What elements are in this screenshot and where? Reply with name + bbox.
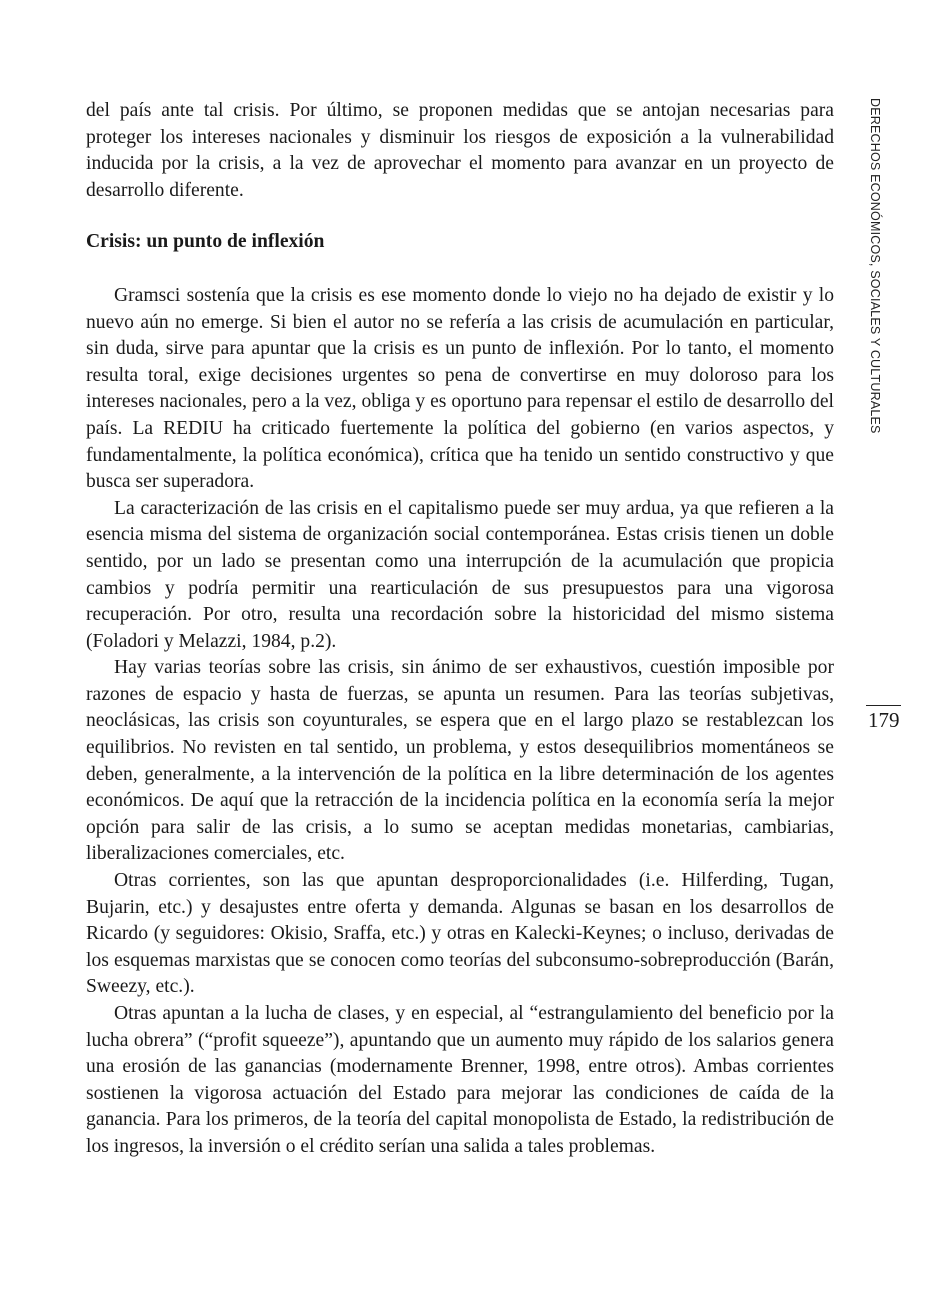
section-heading: Crisis: un punto de inflexión — [86, 231, 325, 253]
paragraph-continuation: del país ante tal crisis. Por último, se proponen medidas que se antojan necesarias para proteger los intereses nacionales y disminuir los riesgos de exposición a la vulnerabilidad inducida por la crisis, a la vez de aprovechar el momento para avanzar en un proyecto de desarrollo diferente. — [86, 100, 834, 201]
folio-rule — [866, 705, 901, 706]
paragraph-gramsci: Gramsci sostenía que la crisis es ese momento donde lo viejo no ha dejado de existir y lo nuevo aún no emerge. Si bien el autor no se refería a las crisis de acumulación en particular, sin duda, sirve para apuntar que la crisis es un punto de inflexión. Por lo tanto, el momento resulta toral, exige decisiones urgentes so pena de convertirse en muy doloroso para los intereses nacionales, pero a la vez, obliga y es oportuno para repensar el estilo de desarrollo del país. La REDIU ha criticado fuertemente la política del gobierno (en varios aspectos, y fundamentalmente, la política económica), crítica que ha tenido un sentido constructivo y que busca ser superadora. — [86, 284, 834, 493]
main-text-block — [86, 98, 834, 1161]
paragraph-teorias: Hay varias teorías sobre las crisis, sin ánimo de ser exhaustivos, cuestión imposible por razones de espacio y hasta de fuerzas, se apunta un resumen. Para las teorías subjetivas, neoclásicas, las crisis son coyunturales, se espera que en el largo plazo se restablezcan los equilibrios. No revisten en tal sentido, un problema, y estos desequilibrios momentáneos se deben, generalmente, a la intervención de la política en la libre determinación de los agentes económicos. De aquí que la retracción de la incidencia política en la economía sería la mejor opción para salir de las crisis, a lo sumo se aceptan medidas monetarias, cambiarias, liberalizaciones comerciales, etc. — [86, 657, 834, 865]
running-head — [864, 98, 886, 434]
paragraph-lucha-de-clases: Otras apuntan a la lucha de clases, y en especial, al “estrangulamiento del beneficio por la lucha obrera” (“profit squeeze”), apuntando que un aumento muy rápido de los salarios genera una erosión de las ganancias (modernamente Brenner, 1998, entre otros). Ambas corrientes sostienen la vigorosa actuación del Estado para mejorar las condiciones de caída de la ganancia. Para los primeros, de la teoría del capital monopolista de Estado, la redistribución de los ingresos, la inversión o el crédito serían una salida a tales problemas. — [86, 1003, 834, 1157]
paragraph-otras-corrientes: Otras corrientes, son las que apuntan desproporcionalidades (i.e. Hilferding, Tugan, Bujarin, etc.) y desajustes entre oferta y demanda. Algunas se basan en los desarrollos de Ricardo (y seguidores: Okisio, Sraffa, etc.) y otras en Kalecki-Keynes; o incluso, derivadas de los esquemas marxistas que se conocen como teorías del subconsumo-sobreproducción (Barán, Sweezy, etc.). — [86, 870, 834, 998]
page-number: 179 — [868, 708, 900, 732]
paragraph-caracterizacion: La caracterización de las crisis en el capitalismo puede ser muy ardua, ya que refieren a la esencia misma del sistema de organización social contemporánea. Estas crisis tienen un doble sentido, por un lado se presentan como una interrupción de la acumulación que propicia cambios y podría permitir una rearticulación de sus presupuestos para una vigorosa recuperación. Por otro, resulta una recordación sobre la historicidad del mismo sistema (Foladori y Melazzi, 1984, p.2). — [86, 497, 834, 652]
running-head-text: DERECHOS ECONÓMICOS, SOCIALES Y CULTURALES — [868, 98, 882, 434]
